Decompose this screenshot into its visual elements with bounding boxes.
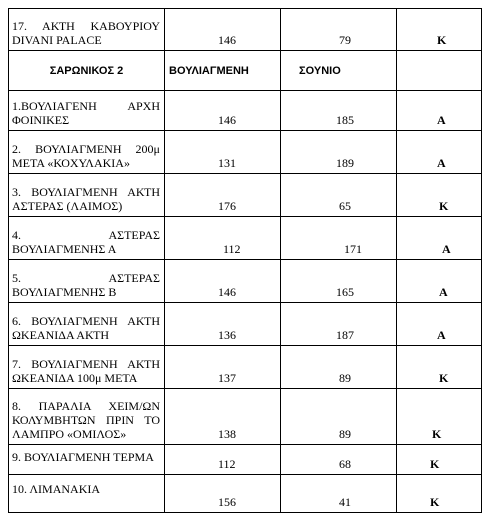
- class-cell: [397, 91, 482, 131]
- sounio-value: 171: [344, 242, 362, 256]
- vouliagmeni-value-cell: [165, 174, 281, 217]
- sounio-value: 89: [339, 371, 351, 385]
- class-cell: [397, 475, 482, 513]
- vouliagmeni-value-cell: [165, 91, 281, 131]
- sounio-value-cell: [281, 260, 397, 303]
- vouliagmeni-value-cell: [165, 217, 281, 260]
- class-cell: [397, 260, 482, 303]
- vouliagmeni-value-cell: [165, 260, 281, 303]
- class-cell: [397, 389, 482, 445]
- beach-water-quality-table: [8, 8, 482, 513]
- class-value: Α: [437, 113, 446, 127]
- beach-name: 1.ΒΟΥΛΙΑΓΕΝΗ ΑΡΧΗ ΦΟΙΝΙΚΕΣ: [12, 99, 160, 127]
- beach-name-cell: [9, 91, 165, 131]
- class-value: Κ: [439, 199, 449, 213]
- class-value: Κ: [430, 457, 440, 471]
- vouliagmeni-value-cell: [165, 346, 281, 389]
- vouliagmeni-value-cell: [165, 303, 281, 346]
- column-header-vouliagmeni: ΒΟΥΛΙΑΓΜΕΝΗ: [169, 64, 249, 77]
- class-value: Κ: [430, 495, 440, 509]
- table-row: [9, 445, 482, 475]
- table-row: [9, 131, 482, 174]
- sounio-value: 89: [339, 427, 351, 441]
- table-row: [9, 475, 482, 513]
- empty-header-cell: [397, 51, 482, 91]
- sounio-value-cell: [281, 389, 397, 445]
- beach-name-cell: [9, 445, 165, 475]
- beach-name: 3. ΒΟΥΛΙΑΓΜΕΝΗ ΑΚΤΗ ΑΣΤΕΡΑΣ (ΛΑΙΜΟΣ): [12, 185, 160, 213]
- class-cell: [397, 174, 482, 217]
- vouliagmeni-value-cell: [165, 9, 281, 51]
- vouliagmeni-value-cell: [165, 389, 281, 445]
- sounio-value: 65: [339, 199, 351, 213]
- class-cell: [397, 445, 482, 475]
- column-header-cell: [165, 51, 281, 91]
- sounio-value-cell: [281, 303, 397, 346]
- column-header-sounio: ΣΟΥΝΙΟ: [299, 64, 341, 77]
- section-title-cell: [9, 51, 165, 91]
- vouliagmeni-value-cell: [165, 131, 281, 174]
- sounio-value-cell: [281, 91, 397, 131]
- class-value: Α: [437, 156, 446, 170]
- beach-name-cell: [9, 9, 165, 51]
- beach-name: 10. ΛΙΜΑΝΑΚΙΑ: [12, 482, 101, 496]
- beach-name-cell: [9, 303, 165, 346]
- sounio-value-cell: [281, 217, 397, 260]
- vouliagmeni-value: 146: [218, 113, 236, 127]
- sounio-value: 79: [339, 33, 351, 47]
- beach-name-cell: [9, 260, 165, 303]
- vouliagmeni-value: 146: [218, 285, 236, 299]
- vouliagmeni-value: 131: [218, 156, 236, 170]
- vouliagmeni-value: 112: [218, 457, 236, 471]
- table-row: [9, 303, 482, 346]
- class-value: Κ: [437, 33, 447, 47]
- vouliagmeni-value-cell: [165, 445, 281, 475]
- class-cell: [397, 217, 482, 260]
- beach-name: 4. ΑΣΤΕΡΑΣ ΒΟΥΛΙΑΓΜΕΝΗΣ Α: [12, 228, 160, 256]
- sounio-value: 165: [336, 285, 354, 299]
- class-value: Α: [439, 285, 448, 299]
- vouliagmeni-value: 176: [218, 199, 236, 213]
- class-value: Κ: [432, 427, 442, 441]
- beach-name: 7. ΒΟΥΛΙΑΓΜΕΝΗ ΑΚΤΗ ΩΚΕΑΝΙΔΑ 100μ ΜΕΤΑ: [12, 357, 160, 385]
- vouliagmeni-value: 136: [218, 328, 236, 342]
- section-title: ΣΑΡΩΝΙΚΟΣ 2: [49, 64, 124, 77]
- table-row: [9, 260, 482, 303]
- beach-name-cell: [9, 131, 165, 174]
- vouliagmeni-value: 146: [218, 33, 236, 47]
- section-header-row: [9, 51, 482, 91]
- sounio-value-cell: [281, 445, 397, 475]
- sounio-value: 68: [339, 457, 351, 471]
- sounio-value: 189: [336, 156, 354, 170]
- column-header-cell: [281, 51, 397, 91]
- vouliagmeni-value-cell: [165, 475, 281, 513]
- beach-name: 2. ΒΟΥΛΙΑΓΜΕΝΗ 200μ ΜΕΤΑ «ΚΟΧΥΛΑΚΙΑ»: [12, 142, 160, 170]
- class-value: Κ: [439, 371, 449, 385]
- sounio-value-cell: [281, 475, 397, 513]
- vouliagmeni-value: 138: [218, 427, 236, 441]
- class-value: Α: [442, 242, 451, 256]
- beach-name-cell: [9, 346, 165, 389]
- beach-name: 17. ΑΚΤΗ ΚΑΒΟΥΡΙΟΥ DIVANI PALACE: [12, 19, 160, 47]
- beach-name-cell: [9, 174, 165, 217]
- beach-name: 6. ΒΟΥΛΙΑΓΜΕΝΗ ΑΚΤΗ ΩΚΕΑΝΙΔΑ ΑΚΤΗ: [12, 314, 160, 342]
- beach-name-cell: [9, 475, 165, 513]
- beach-name-cell: [9, 217, 165, 260]
- class-cell: [397, 346, 482, 389]
- sounio-value-cell: [281, 174, 397, 217]
- beach-name: 5. ΑΣΤΕΡΑΣ ΒΟΥΛΙΑΓΜΕΝΗΣ Β: [12, 271, 160, 299]
- sounio-value: 185: [336, 113, 354, 127]
- sounio-value-cell: [281, 346, 397, 389]
- class-cell: [397, 303, 482, 346]
- table-row: [9, 174, 482, 217]
- table-row: [9, 9, 482, 51]
- sounio-value-cell: [281, 9, 397, 51]
- class-cell: [397, 131, 482, 174]
- beach-name-cell: [9, 389, 165, 445]
- vouliagmeni-value: 137: [218, 371, 236, 385]
- sounio-value: 187: [336, 328, 354, 342]
- table-row: [9, 217, 482, 260]
- vouliagmeni-value: 112: [223, 242, 241, 256]
- vouliagmeni-value: 156: [218, 495, 236, 509]
- beach-name: 8. ΠΑΡΑΛΙΑ ΧΕΙΜ/ΩΝ ΚΟΛΥΜΒΗΤΩΝ ΠΡΙΝ ΤΟ ΛΑΜΠΡΟ «ΟΜΙΛΟΣ»: [12, 399, 160, 441]
- beach-name: 9. ΒΟΥΛΙΑΓΜΕΝΗ ΤΕΡΜΑ: [12, 450, 154, 464]
- class-cell: [397, 9, 482, 51]
- table-row: [9, 389, 482, 445]
- table-row: [9, 346, 482, 389]
- table-row: [9, 91, 482, 131]
- sounio-value: 41: [339, 495, 351, 509]
- sounio-value-cell: [281, 131, 397, 174]
- class-value: Α: [437, 328, 446, 342]
